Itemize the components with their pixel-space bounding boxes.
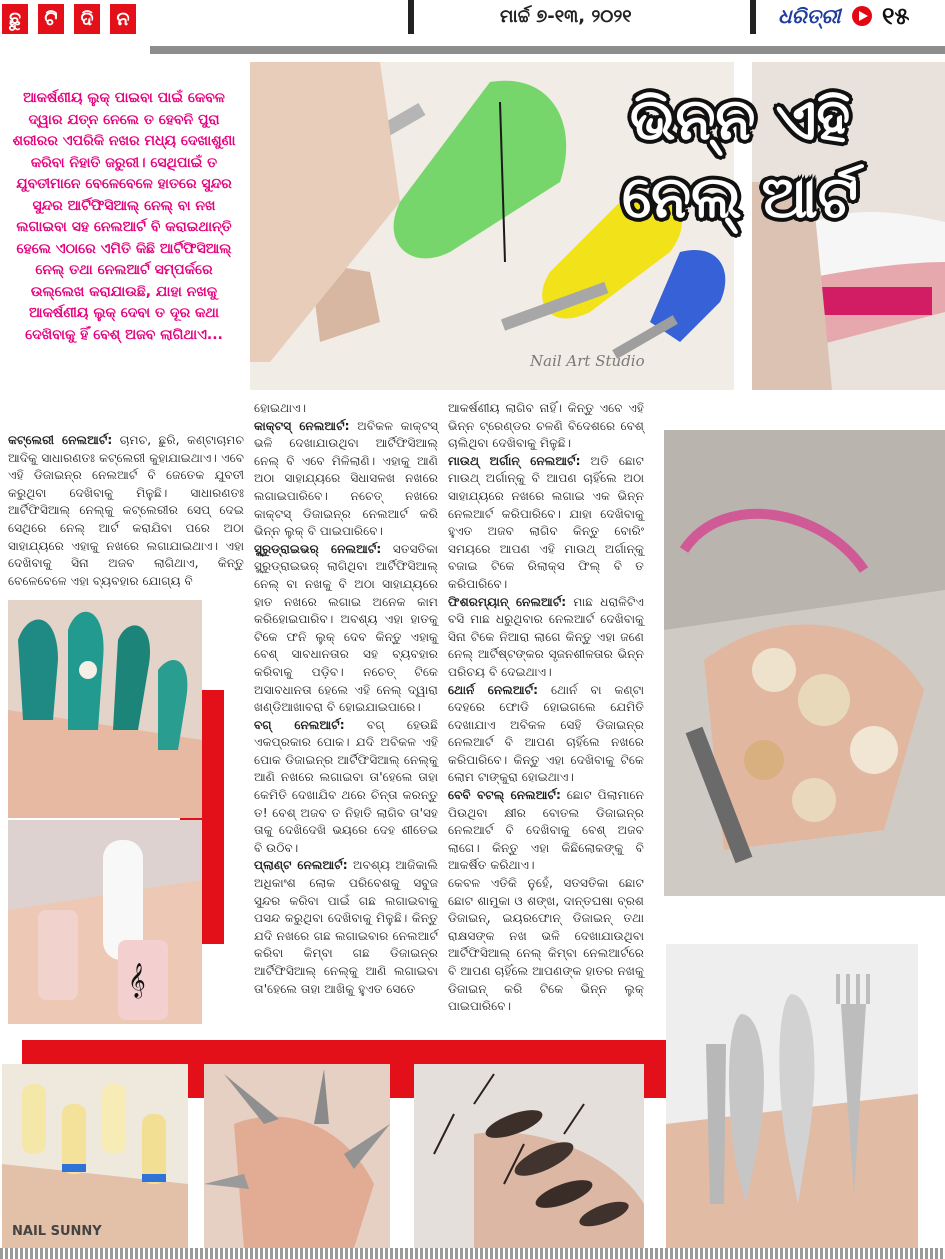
section-tab-2: ଟି: [38, 4, 64, 34]
subheading: କଟ୍ଲେରୀ ନେଲଆର୍ଟ:: [8, 433, 113, 447]
section-tab-4: ନ: [110, 4, 136, 34]
subheading: କାକ୍ଟସ୍ ନେଲଆର୍ଟ:: [254, 418, 350, 433]
paragraph: [448, 875, 644, 1016]
section-tab-3: ଦି: [74, 4, 100, 34]
paragraph: [448, 787, 644, 875]
subheading: ଥୋର୍ନ ନେଲଆର୍ଟ:: [448, 682, 539, 697]
intro-text: ଆକର୍ଷଣୀୟ ଲୁକ୍ ପାଇବା ପାଇଁ କେବଳ ଦ୍ୱାର ଯତ୍ନ ନେଲେ ତ ହେବନି ପୁରା ଶରୀରର ଏପରିକି ନଖର ମଧ୍ୟ ଦେଖାଶୁଣା କରିବା ନିହାତି ଜରୁରୀ। ସେଥିପାଇଁ ତ ଯୁବତୀମାନେ ବେଳେବେଳେ ହାତରେ ସୁନ୍ଦର ସୁନ୍ଦର ଆର୍ଟିଫିସିଆଲ୍ ନେଲ୍ ବା ନଖ ଲଗାଇବା ସହ ନେଲଆର୍ଟ ବି କରାଇଥାନ୍ତି ହେଲେ ଏଠାରେ ଏମିତି କିଛି ଆର୍ଟିଫିସିଆଲ୍ ନେଲ୍ ତଥା ନେଲଆର୍ଟ ସମ୍ପର୍କରେ ଉଲ୍ଲେଖ କରାଯାଉଛି, ଯାହା ନଖକୁ ଆକର୍ଷଣୀୟ ଲୁକ୍ ଦେବା ତ ଦୂର କଥା ଦେଖିବାକୁ ହିଁ ବେଶ୍ ଅଜବ ଲାଗିଥାଏ...: [12, 90, 236, 343]
paragraph: [448, 682, 644, 788]
paragraph: [448, 400, 644, 453]
paragraph-text: ଥୋର୍ନ ବା କଣ୍ଟା ଦେହରେ ଫୋଡି ହୋଇଗଲେ ଯେମିତି ଦେଖାଯାଏ ଅବିକଳ ସେହି ଡିଜାଇନ୍‌ର ନେଲଆର୍ଟ ବି ଆପଣ ଚାହିଁଲେ ନଖରେ କରିପାରିବେ। କିନ୍ତୁ ଏହା ଦେଖିବାକୁ ଟିକେ ଲୋମ ଟାଙ୍କୁରା ହୋଇଥାଏ।: [448, 682, 644, 785]
paragraph-text: ମାଛ ଧରାଳିଟିଏ ବସି ମାଛ ଧରୁଥିବାର ନେଲଆର୍ଟ ଦେଖିବାକୁ ସିନା ଟିକେ ନିଆରା ଲାଗେ କିନ୍ତୁ ଏହା ଜଣେ ନେଲ୍ ଆର୍ଟିଷ୍ଟଙ୍କର ସୃଜନଶୀଳତାର ଭିନ୍ନ ପରିଚୟ ବି ଦେଇଥାଏ।: [448, 594, 644, 679]
paragraph-text: ଅତି ଛୋଟ ମାଉଥ୍ ଅର୍ଗାନ୍‌କୁ ବି ଆପଣ ଚାହିଁଲେ ଅଠା ସାହାଯ୍ୟରେ ନଖରେ ଲଗାଇ ଏକ ଭିନ୍ନ ନେଲଆର୍ଟ କରିପାରିବେ। ଯାହା ଦେଖିବାକୁ ହୁଏତ ଅଜବ ଲାଗିବ କିନ୍ତୁ ବୋରିଂ ସମୟରେ ଆପଣ ଏହି ମାଉଥ୍ ଅର୍ଗାନ୍‌କୁ ବଜାଇ ଟିକେ ରିଲାକ୍ସ ଫିଲ୍ ବି ତ କରିପାରିବେ।: [448, 453, 644, 591]
paragraph: [254, 400, 438, 418]
paragraph-text: ଚାମଚ, ଛୁରି, କଣ୍ଟାଚାମଚ ଆଦିକୁ ସାଧାରଣତଃ କଟ୍ଲେରୀ କୁହାଯାଇଥାଏ। ଏବେ ଏହି ଡିଜାଇନ୍‌ର ନେଲଆର୍ଟ ବି ଜେତେକ ଯୁବତୀ କରୁଥିବା ଦେଖିବାକୁ ମିଳୁଛି। ସାଧାରଣତଃ ଆର୍ଟିଫିସିଆଲ୍ ନେଲ୍‌କୁ କଟ୍ଲେରୀର ସେପ୍ ଦେଇ ସେଥିରେ ନେଲ୍ ଆର୍ଟ କରାଯିବା ପରେ ଅଠା ସାହାଯ୍ୟରେ ଏହାକୁ ନଖରେ ଲଗାଯାଇଥାଏ। ଏହା ଦେଖିବାକୁ ସିନା ଅଜବ ଲାଗିଥାଏ, କିନ୍ତୁ ବେଳେବେଳେ ଏହା ବ୍ୟବହାର ଯୋଗ୍ୟ ବି: [8, 433, 244, 588]
paragraph-text: ଛୋଟ ପିଲାମାନେ ପିଉଥିବା କ୍ଷୀର ବୋତଲ ଡିଜାଇନ୍‌ର ନେଲଆର୍ଟ ବି ଦେଖିବାକୁ ବେଶ୍ ଅଜବ ଲାଗେ। କିନ୍ତୁ ଏହା କିଛିଲୋକଙ୍କୁ ବି ଆକର୍ଷିତ କରିଥାଏ।: [448, 788, 644, 873]
cutlery-nails-photo: [666, 944, 918, 1248]
subheading: ବେବି ବଟଲ୍ ନେଲଆର୍ଟ:: [448, 788, 561, 803]
subheading: ସ୍କ୍ରୁଡ୍ରାଇଭର୍ ନେଲଆର୍ଟ:: [254, 541, 382, 556]
paragraph: [254, 717, 438, 858]
issue-date: ମାର୍ଚ୍ଚ ୭-୧୩, ୨୦୨୧: [500, 6, 632, 27]
headline-line-2: ନେଲ୍ ଆର୍ଟ: [621, 163, 858, 231]
paragraph: [254, 541, 438, 717]
sunny-watermark: NAIL SUNNY: [12, 1224, 102, 1239]
thorn-nails-photo: [204, 1064, 390, 1248]
column-2: [254, 400, 438, 998]
paragraph-text: ଅବଶ୍ୟ ଆଜିକାଲି ଅଧିକାଂଶ ଲୋକ ପରିବେଶକୁ ସବୁଜ ସୁନ୍ଦର କରିବା ପାଇଁ ଗଛ ଲଗାଇବାକୁ ପସନ୍ଦ କରୁଥିବା ଦେଖିବାକୁ ମିଳୁଛି। କିନ୍ତୁ ଯଦି ନଖରେ ଗଛ ଲଗାଇବାର ନେଲଆର୍ଟ କରିବା କିମ୍ବା ଗଛ ଡିଜାଇନ୍‌ର ଆର୍ଟିଫିସିଆଲ୍ ନେଲ୍‌କୁ ଆଣି ଲଗାଇବା ତା'ହେଲେ ତାହା ଆଖିକୁ ହୁଏତ ସେତେ: [254, 858, 438, 996]
bug-nails-photo: [414, 1064, 644, 1248]
subheading: ମାଉଥ୍ ଅର୍ଗାନ୍ ନେଲଆର୍ଟ:: [448, 453, 581, 468]
studio-watermark: Nail Art Studio: [530, 352, 645, 370]
page-number: ୧୫: [882, 2, 910, 30]
paragraph-text: ଅବିକଳ କାକ୍ଟସ୍ ଭଳି ଦେଖାଯାଉଥିବା ଆର୍ଟିଫିସିଆଲ୍ ନେଲ୍ ବି ଏବେ ମିଳିଲାଣି। ଏହାକୁ ଆଣି ଅଠା ସାହାଯ୍ୟରେ ସିଧାସଳଖ ନଖରେ ଲଗାଇପାରିବେ। ନଚେତ୍ ନଖରେ କାକ୍ଟସ୍ ଡିଜାଇନ୍‌ର ନେଲଆର୍ଟ କରି ଭିନ୍ନ ଲୁକ୍ ବି ପାଇପାରିବେ।: [254, 418, 438, 539]
earphone-nails-photo: [8, 820, 202, 1024]
column-1: [8, 432, 244, 590]
headline-line-1: ଭିନ୍ନ ଏହି: [629, 85, 851, 153]
paragraph-text: ବଗ୍ ହେଉଛି ଏକପ୍ରକାର ପୋକ। ଯଦି ଅବିକଳ ଏହି ପୋକ ଡିଜାଇନ୍‌ର ଆର୍ଟିଫିସିଆଲ୍ ନେଲ୍‌କୁ ଆଣି ନଖରେ ଲଗାଇବା ତା'ହେଲେ ତାହା କେମିତି ଦେଖାଯିବ ଥରେ ଚିନ୍ତା କରନ୍ତୁ ତ! ବେଶ୍ ଅଜବ ତ ନିହାତି ଲାଗିବ ତା'ସହ ତାକୁ ଦେଖିଦେଖି ଭୟରେ ଦେହ ଶୀତେଇ ବି ଉଠିବ।: [254, 717, 438, 855]
column-3: [448, 400, 644, 1016]
paragraph: [8, 432, 244, 590]
header-divider: [750, 0, 756, 34]
paragraph-text: ଆକର୍ଷଣୀୟ ଲାଗିବ ନାହିଁ। କିନ୍ତୁ ଏବେ ଏହି ଭିନ୍ନ ଟ୍ରେଣ୍ଡର ଚଳଣି ବିଦେଶରେ ବେଶ୍ ଚାଲିଥିବା ଦେଖିବାକୁ ମିଳୁଛି।: [448, 401, 644, 451]
subheading: ଫିଶରମ୍ୟାନ୍ ନେଲଆର୍ଟ:: [448, 594, 567, 609]
paragraph: [448, 594, 644, 682]
paragraph: [254, 857, 438, 998]
shell-nails-photo: [664, 430, 945, 896]
subheading: ବଗ୍ ନେଲଆର୍ଟ:: [254, 717, 345, 732]
header-divider: [408, 0, 414, 34]
paragraph-text: ହୋଇଥାଏ।: [254, 401, 307, 415]
bottom-rule: [0, 1248, 945, 1259]
section-tab-1: ଛୁ: [2, 4, 28, 34]
baby-bottle-nails-photo: [2, 1064, 188, 1248]
paragraph-text: ସତସତିକା ସ୍କ୍ରୁଡ୍ରାଇଭର୍ ଲାଗିଥିବା ଆର୍ଟିଫିସିଆଲ୍ ନେଲ୍ ବା ନଖକୁ ବି ଅଠା ସାହାଯ୍ୟରେ ହାତ ନଖରେ ଲଗାଇ ଅନେକ କାମ କରିହୋଇପାରିବ। ଅବଶ୍ୟ ଏହା ହାତକୁ ଟିକେ ଫନି ଲୁକ୍ ଦେବ କିନ୍ତୁ ଏହାକୁ ବେଶ୍ ସାବଧାନତାର ସହ ବ୍ୟବହାର କରିବାକୁ ପଡ଼ିବ। ନଚେତ୍ ଟିକେ ଅସାବଧାନତା ହେଲେ ଏହି ନେଲ୍ ଦ୍ୱାରା ଖଣ୍ଡିଆଖାବରା ବି ହୋଇଯାଇପାରେ।: [254, 541, 438, 715]
cactus-nails-photo: [8, 600, 202, 818]
paragraph: [448, 453, 644, 594]
headline: [560, 80, 920, 236]
paragraph-text: କେବଳ ଏତିକି ନୁହେଁ, ସତସତିକା ଛୋଟ ଛୋଟ ଶାମୁକା ଓ ଶଙ୍ଖ, ଦାନ୍ତଘଷା ବ୍ରଶ ଡିଜାଇନ୍, ଇୟରଫୋନ୍ ଡିଜାଇନ୍ ତଥା ରାକ୍ଷସଙ୍କ ନଖ ଭଳି ଦେଖାଯାଉଥିବା ଆର୍ଟିଫିସିଆଲ୍ ନେଲ୍ କିମ୍ବା ନେଲଆର୍ଟରେ ବି ଆପଣ ଚାହିଁଲେ ଆପଣଙ୍କ ହାତର ନଖକୁ ଡିଜାଇନ୍ କରି ଟିକେ ଭିନ୍ନ ଲୁକ୍ ପାଇପାରିବେ।: [448, 876, 644, 1014]
subheading: ପ୍ଲାଣ୍ଟ ନେଲଆର୍ଟ:: [254, 858, 348, 873]
play-icon: [852, 6, 872, 26]
header-rule: [150, 46, 945, 54]
svg-text:𝄞: 𝄞: [128, 963, 146, 998]
publication-logo: ଧରିତ୍ରୀ: [778, 4, 841, 28]
paragraph: [254, 418, 438, 541]
